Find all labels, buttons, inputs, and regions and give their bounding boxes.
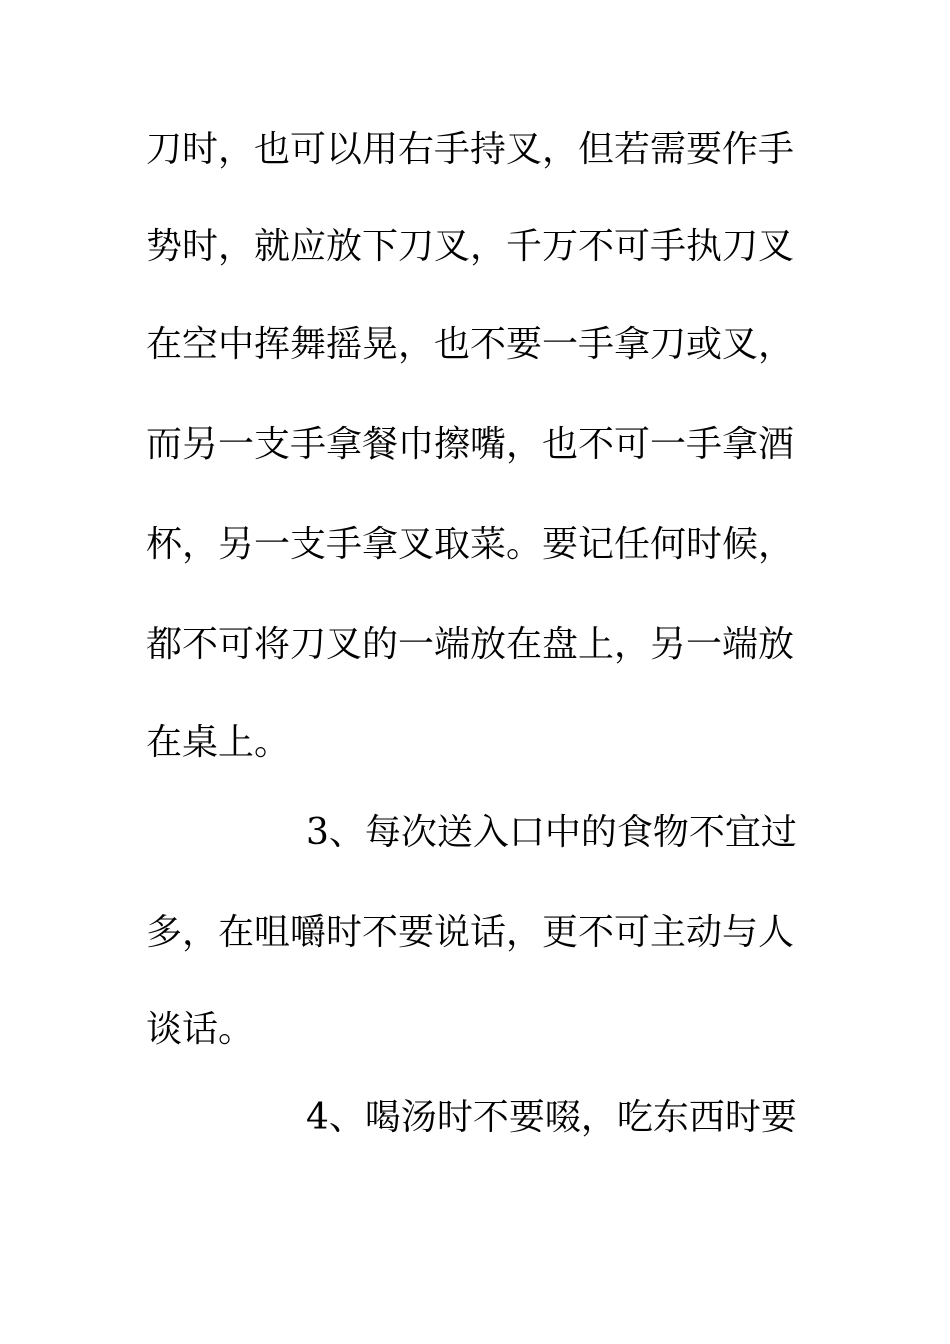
text-line-3: 在空中挥舞摇晃，也不要一手拿刀或叉，	[146, 324, 795, 365]
text-line-1: 刀时，也可以用右手持叉，但若需要作手	[146, 129, 795, 170]
text-line-10: 谈话。	[146, 1009, 255, 1050]
text-line-2: 势时，就应放下刀叉，千万不可手执刀叉	[146, 226, 795, 267]
text-line-5: 杯，另一支手拿叉取菜。要记任何时候，	[146, 524, 795, 565]
text-line-6: 都不可将刀叉的一端放在盘上，另一端放	[146, 624, 795, 665]
paragraph-3-first-line: 3、每次送入口中的食物不宜过	[306, 812, 797, 853]
text-line-7: 在桌上。	[146, 722, 291, 763]
text-line-4: 而另一支手拿餐巾擦嘴，也不可一手拿酒	[146, 424, 795, 465]
paragraph-4-first-line: 4、喝汤时不要啜，吃东西时要	[306, 1097, 797, 1138]
text-line-9: 多，在咀嚼时不要说话，更不可主动与人	[146, 912, 795, 953]
